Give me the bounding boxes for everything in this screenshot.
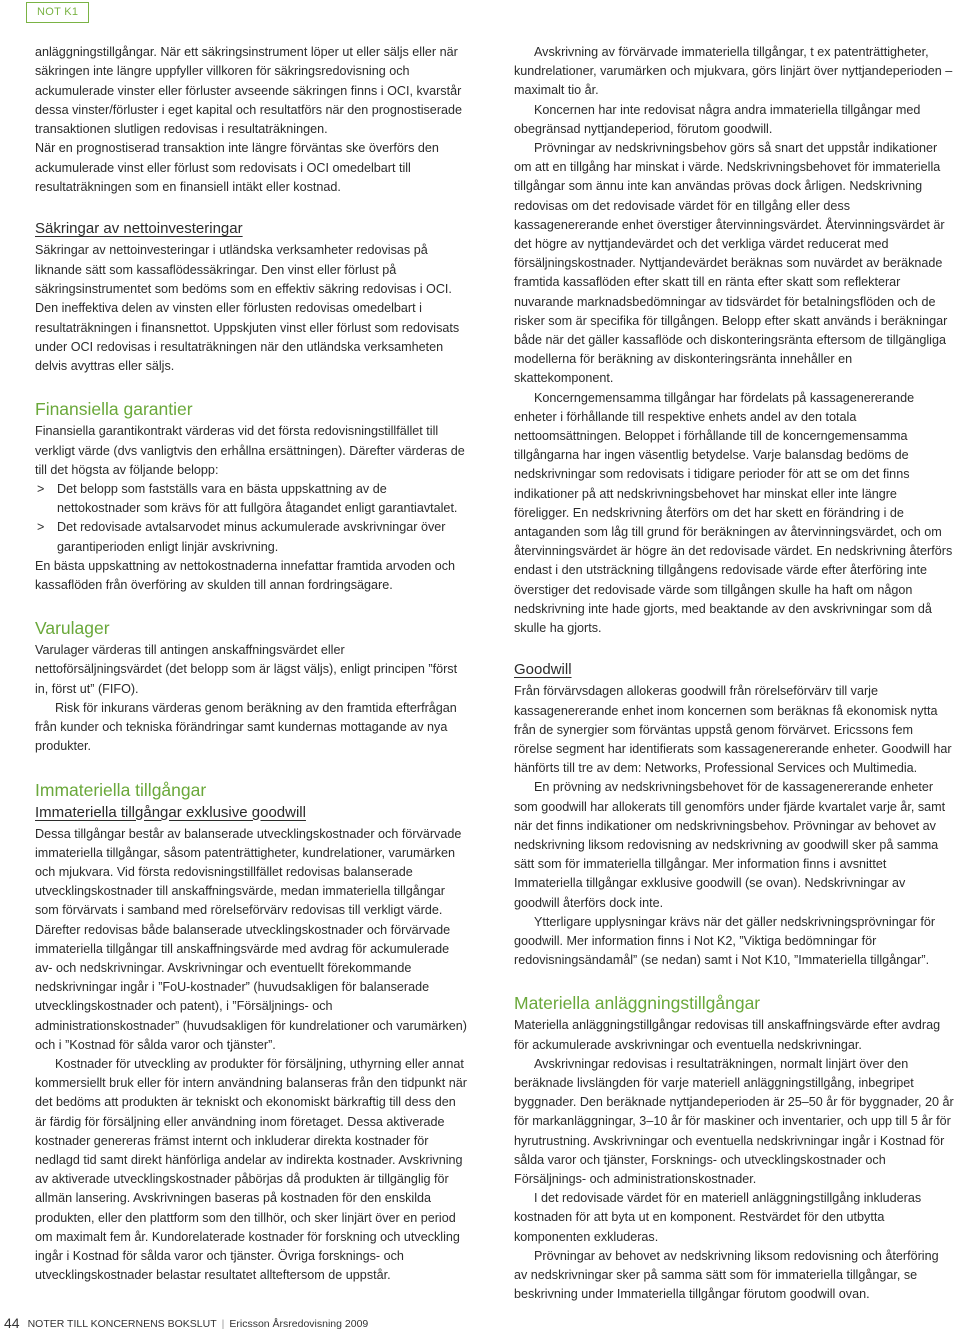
page-footer: [4, 1315, 368, 1331]
list-item: [35, 518, 467, 556]
footer-report: Ericsson Årsredovisning 2009: [229, 1318, 369, 1330]
goodwill-paragraph-2: En prövning av nedskrivningsbehovet för de kassagenererande enheter som goodwill har allokerats till genomförs under fjärde kvartalet varje år, samt när det finns indikationer om nedskrivningsbehov. Prövningar av behovet av nedskrivning liksom redovisning av nedskrivning av goodwill sker på samma sätt som för immateriella tillgångar. Mer information finns i avsnittet Immateriella tillgångar exklusive goodwill (se ovan). Nedskrivningar av goodwill återförs dock inte.: [514, 780, 946, 910]
inventory-paragraph: Varulager värderas till antingen anskaffningsvärdet eller nettoförsäljningsvärdet (det belopp som är lägst väljs), enligt principen ”först in, först ut” (FIFO).: [35, 643, 458, 696]
intangible-excl-goodwill-heading: Immateriella tillgångar exklusive goodwill: [35, 803, 306, 821]
intangible-assets-heading: Immateriella tillgångar: [35, 779, 207, 800]
intangible-paragraph: Dessa tillgångar består av balanserade utvecklingskostnader och förvärvade immateriella tillgångar, såsom patenträttigheter, kundrelationer, varumärken och mjukvara. Vid första redovisningstillfället redovisas balanserade utvecklingskostnader till anskaffningsvärde, medan immateriella tillgångar som förvärvats i samband med rörelseförvärv redovisas till verkligt värde. Därefter redovisas både balanserade utvecklingskostnader och förvärvade immateriella tillgångar till anskaffningsvärde med avdrag för ackumulerade av- och nedskrivningar. Avskrivningar och eventuellt förekommande nedskrivningar ingår i ”FoU-kostnader” (huvudsakligen för balanserade utvecklingskostnader och patent), i ”Försäljnings- och administrationskostnader” (huvudsakligen för kundrelationer och varumärken) och i ”Kostnad för sålda varor och tjänster”.: [35, 826, 467, 1052]
tangible-paragraph-4: Prövningar av behovet av nedskrivning liksom redovisning och återföring av nedskrivningar sker på samma sätt som för immateriella tillgångar, se beskrivning under Immateriella tillgångar förutom goodwill ovan.: [514, 1248, 939, 1302]
tangible-paragraph-2: Avskrivningar redovisas i resultaträkningen, normalt linjärt över den beräknade livslängden för varje materiell anläggningstillgång, inbegripet byggnader. Den beräknade nyttjandeperioden är 25–50 år för byggnader, 20 år för markanläggningar, 3–10 år för maskiner och inventarier, och upp till 5 år för hyrutrustning. Avskrivningar och eventuella nedskrivningar ingår i Kostnad för sålda varor och tjänster, Forsknings- och utvecklingskostnader och Försäljnings- och administrationskostnader.: [514, 1056, 954, 1186]
financial-guarantees-paragraph: Finansiella garantikontrakt värderas vid det första redovisningstillfället till verkligt värde (dvs vanligtvis den erhållna ersättningen). Därefter värderas de till det högsta av följande belopp:: [35, 424, 465, 477]
intro-paragraph-2: När en prognostiserad transaktion inte längre förväntas ske överförs den ackumulerade vinst eller förlust som redovisats i OCI omedelbart till resultaträkningen som en finansiell intäkt eller kostnad.: [35, 141, 439, 195]
bullet-marker: >: [37, 482, 45, 497]
inventory-paragraph-2: Risk för inkurans värderas genom beräkning av den framtida efterfrågan från kunder och tekniska förändringar samt kundernas mottagande av nya produkter.: [35, 700, 457, 754]
tangible-paragraph-3: I det redovisade värdet för en materiell anläggningstillgång inkluderas kostnaden för att byta ut en komponent. Restvärdet för den utbytta komponenten exkluderas.: [514, 1191, 922, 1244]
indefinite-life-paragraph: Koncernen har inte redovisat några andra immateriella tillgångar med obegränsad nyttjandeperiod, förutom goodwill.: [514, 102, 921, 136]
tangible-paragraph: Materiella anläggningstillgångar redovisas till anskaffningsvärde efter avdrag för ackumulerade avskrivningar och eventuella nedskrivningar.: [514, 1018, 941, 1052]
tangible-assets-heading: Materiella anläggningstillgångar: [514, 993, 761, 1014]
impairment-paragraph: Prövningar av nedskrivningsbehov görs så snart det uppstår indikationer om att en tillgång har minskat i värde. Nedskrivningsbehovet för immateriella tillgångar som ännu inte kan användas prövas dock årligen. Nedskrivning redovisas om det redovisade värdet för en tillgång eller dess kassagenererande enhet överstiger återvinningsvärdet. Återvinningsvärdet är det högre av nyttjandevärdet och det verkliga värdet reducerat med försäljningskostnader. Nyttjandevärdet beräknas som nuvärdet av beräknade framtida kassaflöden efter skatt till en ränta efter skatt som reflekterar nuvarande marknadsbedömningar av tidsvärdet för betalningsflöden och de risker som är specifika för tillgången. Belopp efter skatt används i beräkningar både när det gäller kassaflöde och diskonteringsränta eftersom de tillgängliga modellerna för beräkning av diskonteringsränta innehåller en skattekomponent.: [514, 141, 948, 386]
net-investment-heading: Säkringar av nettoinvesteringar: [35, 220, 243, 238]
list-item: [35, 480, 467, 518]
intangible-paragraph-2: Kostnader för utveckling av produkter för försäljning, uthyrning eller annat kommersiellt bruk eller för intern användning balanseras från den tidpunkt när det bedöms att produkten är tekniskt och ekonomiskt bärkraftig till dess den är färdig för försäljning eller användning inom företaget. Dessa aktiverade kostnader genereras främst internt och inkluderar direkta kostnader för nedlagd tid samt direkt hänförliga andelar av indirekta kostnader. Avskrivning av aktiverade utvecklingskostnader påbörjas då produkten är tillgänglig för allmän lansering. Avskrivningen baseras på kostnaden för den enskilda produkten, eller den plattform som den tillhör, och sker linjärt över en period om maximalt fem år. Kundorelaterade kostnader för forskning och utveckling ingår i Kostnad för sålda varor och tjänster. Övriga forsknings- och utvecklingskostnader belastar resultatet allteftersom de uppstår.: [35, 1056, 467, 1283]
financial-guarantees-list: [35, 480, 467, 557]
corporate-assets-paragraph: Koncerngemensamma tillgångar har fördelats på kassagenererande enheter i förhållande till respektive enhets andel av den totala nettoomsättningen. Beloppet i förhållande till de koncerngemensamma tillgångarna har ingen väsentlig betydelse. Varje balansdag bedöms de nedskrivningar som redovisats i tidigare perioder för att se om det finns indikationer på att nedskrivningsbehovet har minskat eller inte längre föreligger. En nedskrivning återförs om det har skett en förändring i de antaganden som låg till grund för beräkningen av återvinningsvärdet, och om återvinningsvärdet är högre än det redovisade värdet. En nedskrivning återförs endast i den utsträckning tillgångens redovisade värde efter återföring inte överstiger det redovisade värde som tillgången skulle ha haft om någon nedskrivning inte hade gjorts, med beaktande av den avskrivningar som då skulle ha gjorts.: [514, 390, 953, 636]
goodwill-paragraph: Från förvärvsdagen allokeras goodwill från rörelseförvärv till varje kassagenererande enhet inom koncernen som beräknas få ekonomisk nytta från de synergier som förväntas uppstå genom förvärvet. Ericssons fem rörelse segment har identifierats som kassagenererande enheter. Goodwill har hänförts till tre av dem: Networks, Professional Services och Multimedia.: [514, 684, 952, 776]
footer-section: NOTER TILL KONCERNENS BOKSLUT: [27, 1318, 217, 1330]
note-tab: NOT K1: [26, 2, 89, 23]
goodwill-paragraph-3: Ytterligare upplysningar krävs när det gäller nedskrivningsprövningar för goodwill. Mer information finns i Not K2, ”Viktiga bedömningar för redovisningsändamål” (se nedan) samt i Not K10, ”Immateriella tillgångar”.: [514, 914, 936, 968]
right-column: [514, 43, 954, 1304]
list-item-text: Det belopp som fastställs vara en bästa uppskattning av de nettokostnader som krävs för att fullgöra åtagandet enligt garantiavtalet.: [57, 482, 458, 516]
inventory-heading: Varulager: [35, 618, 110, 639]
left-column: [35, 43, 467, 1285]
intro-paragraph: anläggningstillgångar. När ett säkringsinstrument löper ut eller säljs eller när säkringen inte längre uppfyller villkoren för säkringsredovisning och ackumulerade vinster eller förluster avseende säkringen finns i OCI, kvarstår dessa vinster/förluster i eget kapital och resultatförs när den prognostiserade transaktionen slutligen redovisas i resultaträkningen.: [35, 45, 463, 137]
goodwill-heading: Goodwill: [514, 661, 572, 679]
footer-separator: |: [221, 1318, 225, 1330]
financial-guarantees-paragraph-2: En bästa uppskattning av nettokostnaderna innefattar framtida arvoden och kassaflöden från överföring av skulden till annan fordringsägare.: [35, 558, 456, 593]
amortization-paragraph: Avskrivning av förvärvade immateriella tillgångar, t ex patenträttigheter, kundrelationer, varumärken och mjukvara, görs linjärt över nyttjandeperioden – maximalt tio år.: [514, 45, 953, 98]
net-investment-paragraph: Säkringar av nettoinvesteringar i utländska verksamheter redovisas på liknande sätt som kassaflödessäkringar. Den vinst eller förlust på säkringsinstrumentet som bedöms som en effektiv säkring redovisas i OCI. Den ineffektiva delen av vinsten eller förlusten redovisas omedelbart i resultaträkningen i finansnettot. Uppskjuten vinst eller förlust som redovisats under OCI redovisas i resultaträkningen när den utländska verksamheten delvis avyttras eller säljs.: [35, 243, 460, 374]
list-item-text: Det redovisade avtalsarvodet minus ackumulerade avskrivningar över garantiperioden enligt linjär avskrivning.: [57, 520, 446, 554]
financial-guarantees-heading: Finansiella garantier: [35, 399, 193, 420]
page-number: 44: [4, 1315, 20, 1331]
bullet-marker: >: [37, 520, 45, 535]
